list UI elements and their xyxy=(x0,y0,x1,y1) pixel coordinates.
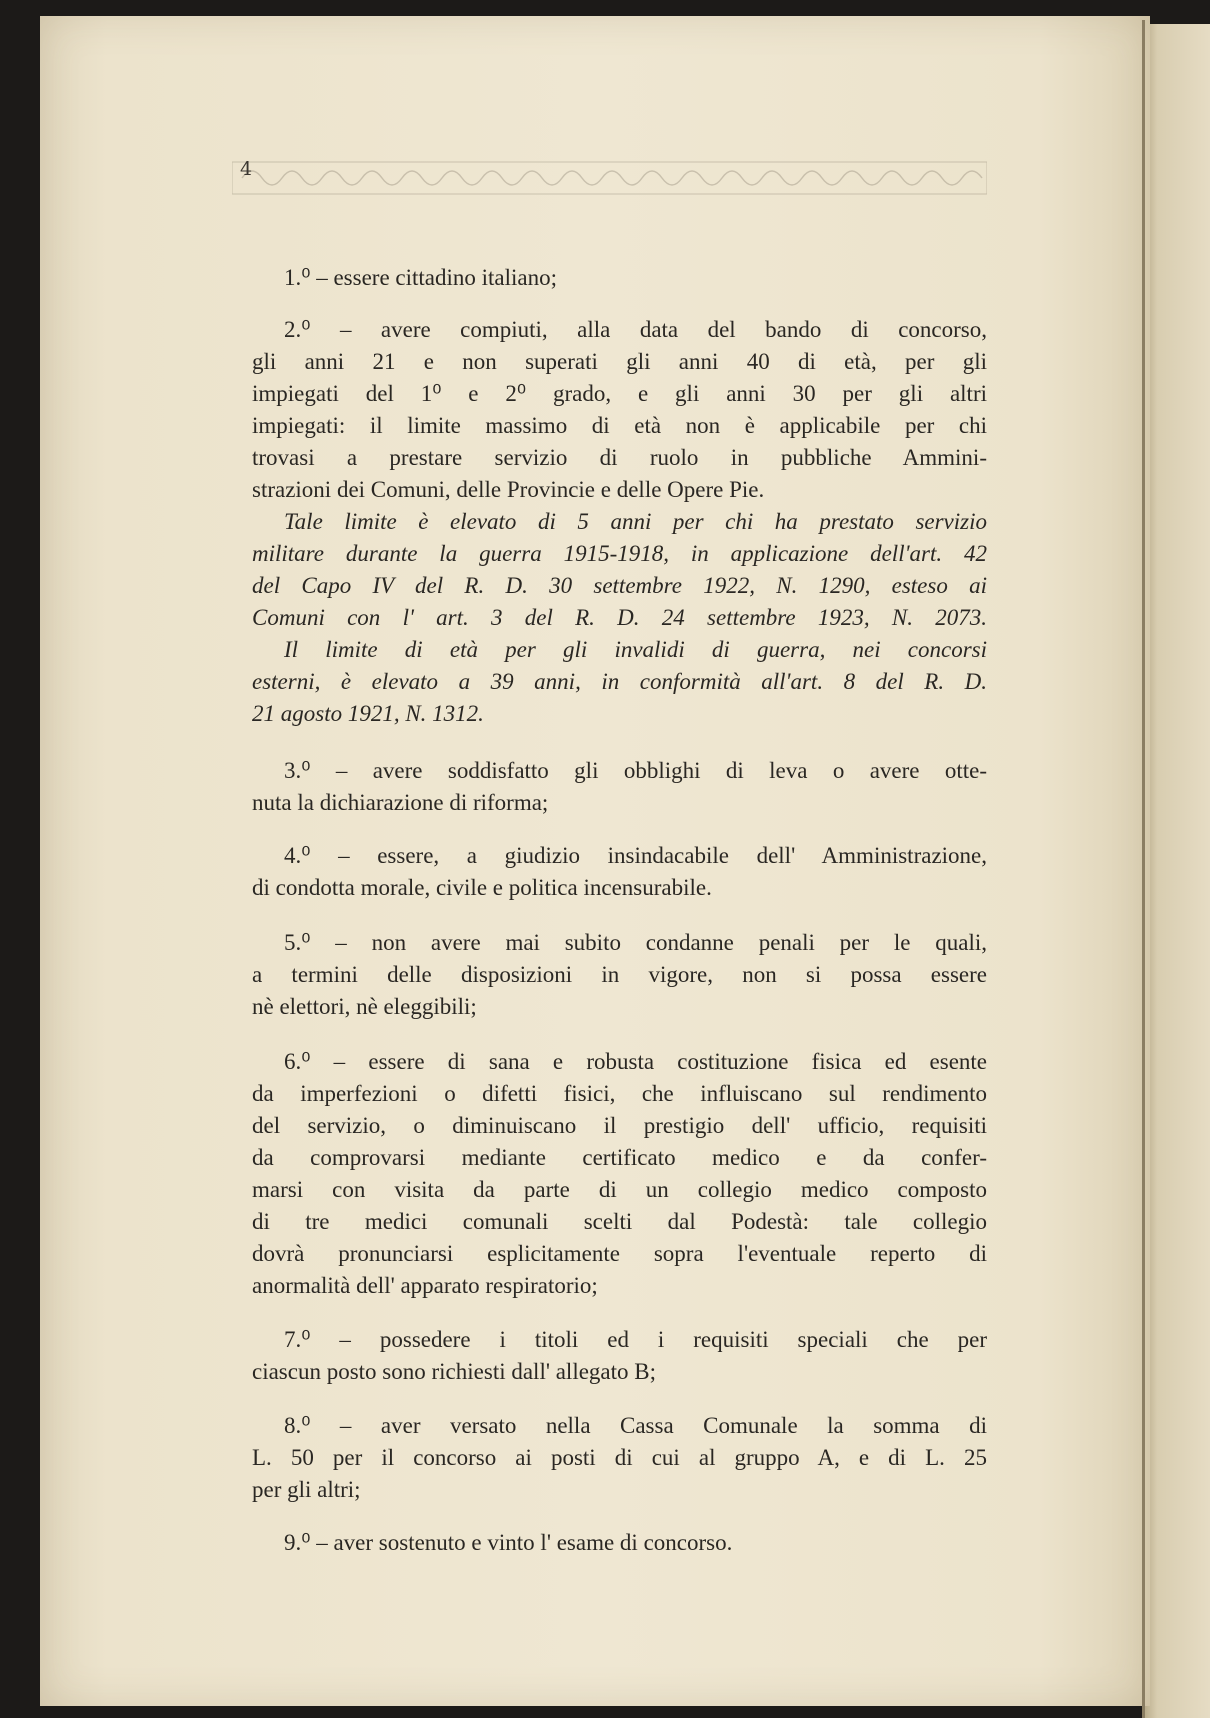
facing-page-edge xyxy=(1144,24,1210,1718)
list-item-7-line-2: ciascun posto sono richiesti dall' allegato B; xyxy=(252,1359,657,1384)
list-item-6-line-8: anormalità dell' apparato respiratorio; xyxy=(252,1273,598,1298)
list-item-8-line-1: 8.⁰ – aver versato nella Cassa Comunale la somma di xyxy=(284,1413,987,1438)
note-2-line-3: 21 agosto 1921, N. 1312. xyxy=(252,701,484,726)
list-item-4-line-1: 4.⁰ – essere, a giudizio insindacabile dell' Amministrazione, xyxy=(284,843,987,868)
list-item-1: 1.⁰ – essere cittadino italiano; xyxy=(284,265,558,290)
list-item-3-line-2: nuta la dichiarazione di riforma; xyxy=(252,790,549,815)
decorative-header-band xyxy=(232,158,987,198)
list-item-8-line-2: L. 50 per il concorso ai posti di cui al gruppo A, e di L. 25 xyxy=(252,1445,987,1470)
list-item-2-line-1: 2.⁰ – avere compiuti, alla data del bando di concorso, xyxy=(284,317,987,342)
list-item-4-line-2: di condotta morale, civile e politica incensurabile. xyxy=(252,875,712,900)
list-item-5-line-2: a termini delle disposizioni in vigore, non si possa essere xyxy=(252,962,987,987)
list-item-2-line-3: impiegati del 1⁰ e 2⁰ grado, e gli anni 30 per gli altri xyxy=(252,381,987,406)
list-item-6-line-4: da comprovarsi mediante certificato medico e da confer- xyxy=(252,1145,987,1170)
list-item-2-line-6: strazioni dei Comuni, delle Provincie e delle Opere Pie. xyxy=(252,477,765,502)
page-fold xyxy=(1142,20,1145,1718)
list-item-6-line-6: di tre medici comunali scelti dal Podestà: tale collegio xyxy=(252,1209,987,1234)
list-item-9: 9.⁰ – aver sostenuto e vinto l' esame di concorso. xyxy=(284,1530,733,1555)
list-item-6-line-7: dovrà pronunciarsi esplicitamente sopra l'eventuale reperto di xyxy=(252,1241,987,1266)
note-1-line-3: del Capo IV del R. D. 30 settembre 1922, N. 1290, esteso ai xyxy=(252,573,987,598)
list-item-2-line-5: trovasi a prestare servizio di ruolo in pubbliche Ammini- xyxy=(252,445,987,470)
list-item-8-line-3: per gli altri; xyxy=(252,1477,361,1502)
list-item-6-line-3: del servizio, o diminuiscano il prestigio dell' ufficio, requisiti xyxy=(252,1113,987,1138)
note-1-line-2: militare durante la guerra 1915-1918, in applicazione dell'art. 42 xyxy=(252,541,987,566)
list-item-5-line-3: nè elettori, nè eleggibili; xyxy=(252,994,477,1019)
note-1-line-4: Comuni con l' art. 3 del R. D. 24 settembre 1923, N. 2073. xyxy=(252,605,987,630)
list-item-3-line-1: 3.⁰ – avere soddisfatto gli obblighi di leva o avere otte- xyxy=(284,758,987,783)
page-number: 4 xyxy=(240,158,253,180)
note-2-line-1: Il limite di età per gli invalidi di guerra, nei concorsi xyxy=(284,637,987,662)
list-item-2-line-4: impiegati: il limite massimo di età non è applicabile per chi xyxy=(252,413,987,438)
note-1-line-1: Tale limite è elevato di 5 anni per chi ha prestato servizio xyxy=(284,509,987,534)
list-item-6-line-1: 6.⁰ – essere di sana e robusta costituzione fisica ed esente xyxy=(284,1049,987,1074)
list-item-2-line-2: gli anni 21 e non superati gli anni 40 di età, per gli xyxy=(252,349,987,374)
list-item-5-line-1: 5.⁰ – non avere mai subito condanne penali per le quali, xyxy=(284,930,987,955)
list-item-6-line-5: marsi con visita da parte di un collegio medico composto xyxy=(252,1177,987,1202)
note-2-line-2: esterni, è elevato a 39 anni, in conformità all'art. 8 del R. D. xyxy=(252,669,987,694)
list-item-6-line-2: da imperfezioni o difetti fisici, che influiscano sul rendimento xyxy=(252,1081,987,1106)
list-item-7-line-1: 7.⁰ – possedere i titoli ed i requisiti speciali che per xyxy=(284,1327,987,1352)
